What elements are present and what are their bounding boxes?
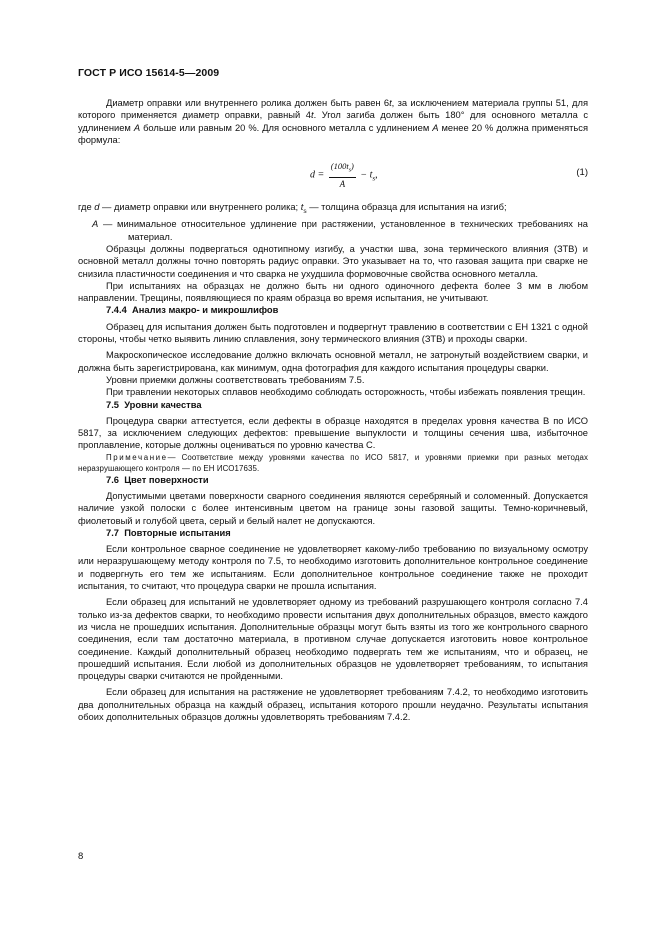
paragraph-etching-caution: При травлении некоторых сплавов необходимо соблюдать осторожность, чтобы избежать появления трещин. (106, 387, 586, 398)
section-heading-7-5: 7.5 Уровни качества (106, 399, 202, 410)
note-nondestructive: Примечание— Соответствие между уровнями качества по ИСО 5817, и уровнями приемки при разных методах неразрушающего контроля — по ЕН ИСО17635. (78, 452, 588, 473)
paragraph-surface-color: Допустимыми цветами поверхности сварного соединения являются серебряный и соломенный. Допускается наличие узкой полоски с более интенсивным цветом на границе зоны газовой защиты. Темно-коричневый, фиолетовый и голубой цвета, серый и белый налет не допускаются. (78, 490, 588, 526)
paragraph-mandrel-diameter: Диаметр оправки или внутреннего ролика должен быть равен 6t, за исключением материала группы 51, для которого применяется диаметр оправки, равный 4t. Угол загиба должен быть 180° для основного металла с удлинением A больше или равным 20 %. Для основного металла с удлинением A менее 20 % должна применяться формула: (78, 98, 589, 145)
paragraph-retest-destructive: Если образец для испытаний не удовлетворяет одному из требований разрушающего контроля согласно 7.4 только из-за дефектов сварки, то необходимо провести испытания двух дополнительных образцов, вместо каждого из числа не прошедших испытания. Дополнительные образцы могут быть взяты из того же контрольного сварного соединения, если там достаточно материала, в противном случае допускается изготовить новое контрольное соединение. Каждый дополнительный образец необходимо подвергать тем же испытаниям, что и образец, не прошедший испытания. Если любой из дополнительных образцов не удовлетворяет требованиям, то испытания процедуры сварки считаются не пройденными. (78, 597, 588, 682)
paragraph-macro-exam: Макроскопическое исследование должно включать основной металл, не затронутый воздействием сварки, и должна быть зарегистрирована, как минимум, одна фотография для каждого испытания процедуры сварки. (78, 350, 588, 373)
document-body (78, 97, 588, 723)
paragraph-retest-tensile: Если образец для испытания на растяжение не удовлетворяет требованиям 7.4.2, то необходимо изготовить два дополнительных образца на каждый образец, испытания которого прошли неудачно. Результаты испытания обоих дополнительных образцов должны удовлетворять требованиям 7.4.2. (78, 687, 588, 723)
paragraph-etching: Образец для испытания должен быть подготовлен и подвергнут травлению в соответствии с ЕН 1321 с одной стороны, чтобы четко выявить линию сплавления, зону термического влияния (ЗТВ) и проходы сварки. (78, 321, 588, 345)
section-heading-7-7: 7.7 Повторные испытания (106, 527, 231, 538)
page-number: 8 (78, 851, 84, 862)
paragraph-quality-levels: Процедура сварки аттестуется, если дефекты в образце находятся в пределах уровня качества В по ИСО 5817, за исключением следующих дефектов: превышение выпуклости и толщины сечения шва, избыточное проплавление, которые должны оцениваться по уровню качества С. (78, 415, 588, 451)
paragraph-retest-visual: Если контрольное сварное соединение не удовлетворяет какому-либо требованию по визуальному осмотру или неразрушающему методу контроля по 7.5, то необходимо изготовить дополнительное контрольное соединение и подвергнуть его тем же испытаниям. Если дополнительное контрольное соединение также не проходит испытания, то считают, что процедура сварки не прошла испытания. (78, 544, 588, 592)
paragraph-bending: Образцы должны подвергаться однотипному изгибу, а участки шва, зона термического влияния (ЗТВ) и основной металл должны точно повторять радиус оправки. Это указывает на то, что газовая защита при сварке не снизила пластичности соединения и что сварка не ухудшила формовочные свойства основного металла. (78, 243, 588, 279)
section-heading-7-6: 7.6 Цвет поверхности (106, 474, 209, 485)
standard-header: ГОСТ Р ИСО 15614-5—2009 (78, 67, 220, 79)
formula-1 (78, 155, 588, 195)
formula-legend-a: A — минимальное относительное удлинение при растяжении, установленное в технических требованиях на материал. (92, 219, 588, 242)
formula-fraction: $\frac{(100t_s)}{A}$ (330, 161, 354, 189)
formula-legend-d-t: где d — диаметр оправки или внутреннего ролика; $t_s$ — толщина образца для испытания на изгиб; (78, 202, 507, 216)
formula-expression: d = $\frac{(100t_s)}{A}$ − $t_s$, (310, 161, 378, 189)
paragraph-defects: При испытаниях на образцах не должно быть ни одного одиночного дефекта более 3 мм в любом направлении. Трещины, появляющиеся по краям образца во время испытания, не учитывают. (78, 280, 588, 304)
formula-number: (1) (576, 167, 588, 179)
section-heading-7-4-4: 7.4.4 Анализ макро- и микрошлифов (106, 305, 279, 316)
paragraph-acceptance: Уровни приемки должны соответствовать требованиям 7.5. (106, 374, 365, 385)
